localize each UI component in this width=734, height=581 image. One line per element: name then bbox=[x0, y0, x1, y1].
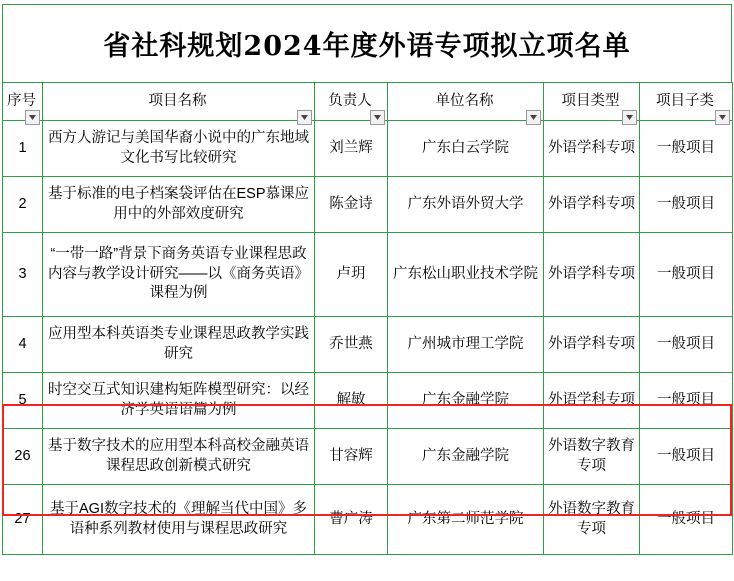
column-header-type bbox=[544, 83, 640, 121]
table-body bbox=[3, 121, 733, 555]
column-header-label: 项目类型 bbox=[561, 92, 620, 109]
cell-project-name: 西方人游记与美国华裔小说中的广东地域文化书写比较研究 bbox=[43, 121, 315, 177]
cell-seq: 27 bbox=[3, 485, 43, 555]
cell-type: 外语学科专项 bbox=[544, 233, 640, 317]
cell-unit: 广东金融学院 bbox=[388, 429, 544, 485]
cell-project-name: 基于标准的电子档案袋评估在ESP慕课应用中的外部效度研究 bbox=[43, 177, 315, 233]
filter-dropdown-icon[interactable] bbox=[715, 110, 730, 125]
table-row[interactable] bbox=[3, 373, 733, 429]
column-header-label: 项目子类 bbox=[656, 92, 714, 109]
table-row[interactable] bbox=[3, 121, 733, 177]
cell-person: 卢玥 bbox=[315, 233, 388, 317]
cell-subtype: 一般项目 bbox=[640, 485, 733, 555]
column-header-seq bbox=[3, 83, 43, 121]
cell-unit: 广东外语外贸大学 bbox=[388, 177, 544, 233]
table-header bbox=[3, 83, 733, 121]
cell-subtype: 一般项目 bbox=[640, 317, 733, 373]
cell-subtype: 一般项目 bbox=[640, 429, 733, 485]
column-header-project-name bbox=[43, 83, 315, 121]
cell-type: 外语数字教育专项 bbox=[544, 429, 640, 485]
column-header-label: 序号 bbox=[7, 92, 36, 109]
table-row[interactable] bbox=[3, 485, 733, 555]
cell-person: 甘容辉 bbox=[315, 429, 388, 485]
cell-seq: 26 bbox=[3, 429, 43, 485]
cell-type: 外语学科专项 bbox=[544, 373, 640, 429]
table-row[interactable] bbox=[3, 429, 733, 485]
header-row bbox=[3, 83, 733, 121]
table-row[interactable] bbox=[3, 177, 733, 233]
cell-subtype: 一般项目 bbox=[640, 373, 733, 429]
cell-project-name: 基于数字技术的应用型本科高校金融英语课程思政创新模式研究 bbox=[43, 429, 315, 485]
listing-table bbox=[2, 82, 733, 555]
cell-unit: 广州城市理工学院 bbox=[388, 317, 544, 373]
cell-unit: 广东金融学院 bbox=[388, 373, 544, 429]
cell-seq: 5 bbox=[3, 373, 43, 429]
cell-type: 外语数字教育专项 bbox=[544, 485, 640, 555]
cell-type: 外语学科专项 bbox=[544, 121, 640, 177]
cell-person: 曹广涛 bbox=[315, 485, 388, 555]
document-title-bar bbox=[2, 4, 732, 82]
column-header-person bbox=[315, 83, 388, 121]
filter-dropdown-icon[interactable] bbox=[25, 110, 40, 125]
cell-subtype: 一般项目 bbox=[640, 121, 733, 177]
cell-project-name: 时空交互式知识建构矩阵模型研究：以经济学英语语篇为例 bbox=[43, 373, 315, 429]
cell-subtype: 一般项目 bbox=[640, 233, 733, 317]
cell-seq: 1 bbox=[3, 121, 43, 177]
filter-dropdown-icon[interactable] bbox=[526, 110, 541, 125]
cell-type: 外语学科专项 bbox=[544, 317, 640, 373]
column-header-label: 项目名称 bbox=[148, 92, 207, 109]
filter-dropdown-icon[interactable] bbox=[370, 110, 385, 125]
cell-project-name: “一带一路”背景下商务英语专业课程思政内容与教学设计研究——以《商务英语》课程为例 bbox=[43, 233, 315, 317]
filter-dropdown-icon[interactable] bbox=[622, 110, 637, 125]
table-row[interactable] bbox=[3, 317, 733, 373]
cell-project-name: 基于AGI数字技术的《理解当代中国》多语种系列教材使用与课程思政研究 bbox=[43, 485, 315, 555]
column-header-label: 负责人 bbox=[328, 92, 372, 109]
cell-type: 外语学科专项 bbox=[544, 177, 640, 233]
column-header-subtype bbox=[640, 83, 733, 121]
cell-unit: 广东松山职业技术学院 bbox=[388, 233, 544, 317]
cell-unit: 广东白云学院 bbox=[388, 121, 544, 177]
cell-seq: 3 bbox=[3, 233, 43, 317]
cell-project-name: 应用型本科英语类专业课程思政教学实践研究 bbox=[43, 317, 315, 373]
page-title: 省社科规划2024年度外语专项拟立项名单 bbox=[103, 31, 631, 62]
table-row[interactable] bbox=[3, 233, 733, 317]
cell-person: 陈金诗 bbox=[315, 177, 388, 233]
column-header-label: 单位名称 bbox=[435, 92, 494, 109]
cell-person: 刘兰辉 bbox=[315, 121, 388, 177]
cell-person: 乔世燕 bbox=[315, 317, 388, 373]
column-header-unit bbox=[388, 83, 544, 121]
cell-person: 解敏 bbox=[315, 373, 388, 429]
spreadsheet-canvas bbox=[0, 4, 734, 581]
filter-dropdown-icon[interactable] bbox=[297, 110, 312, 125]
cell-seq: 4 bbox=[3, 317, 43, 373]
cell-subtype: 一般项目 bbox=[640, 177, 733, 233]
cell-seq: 2 bbox=[3, 177, 43, 233]
cell-unit: 广东第二师范学院 bbox=[388, 485, 544, 555]
